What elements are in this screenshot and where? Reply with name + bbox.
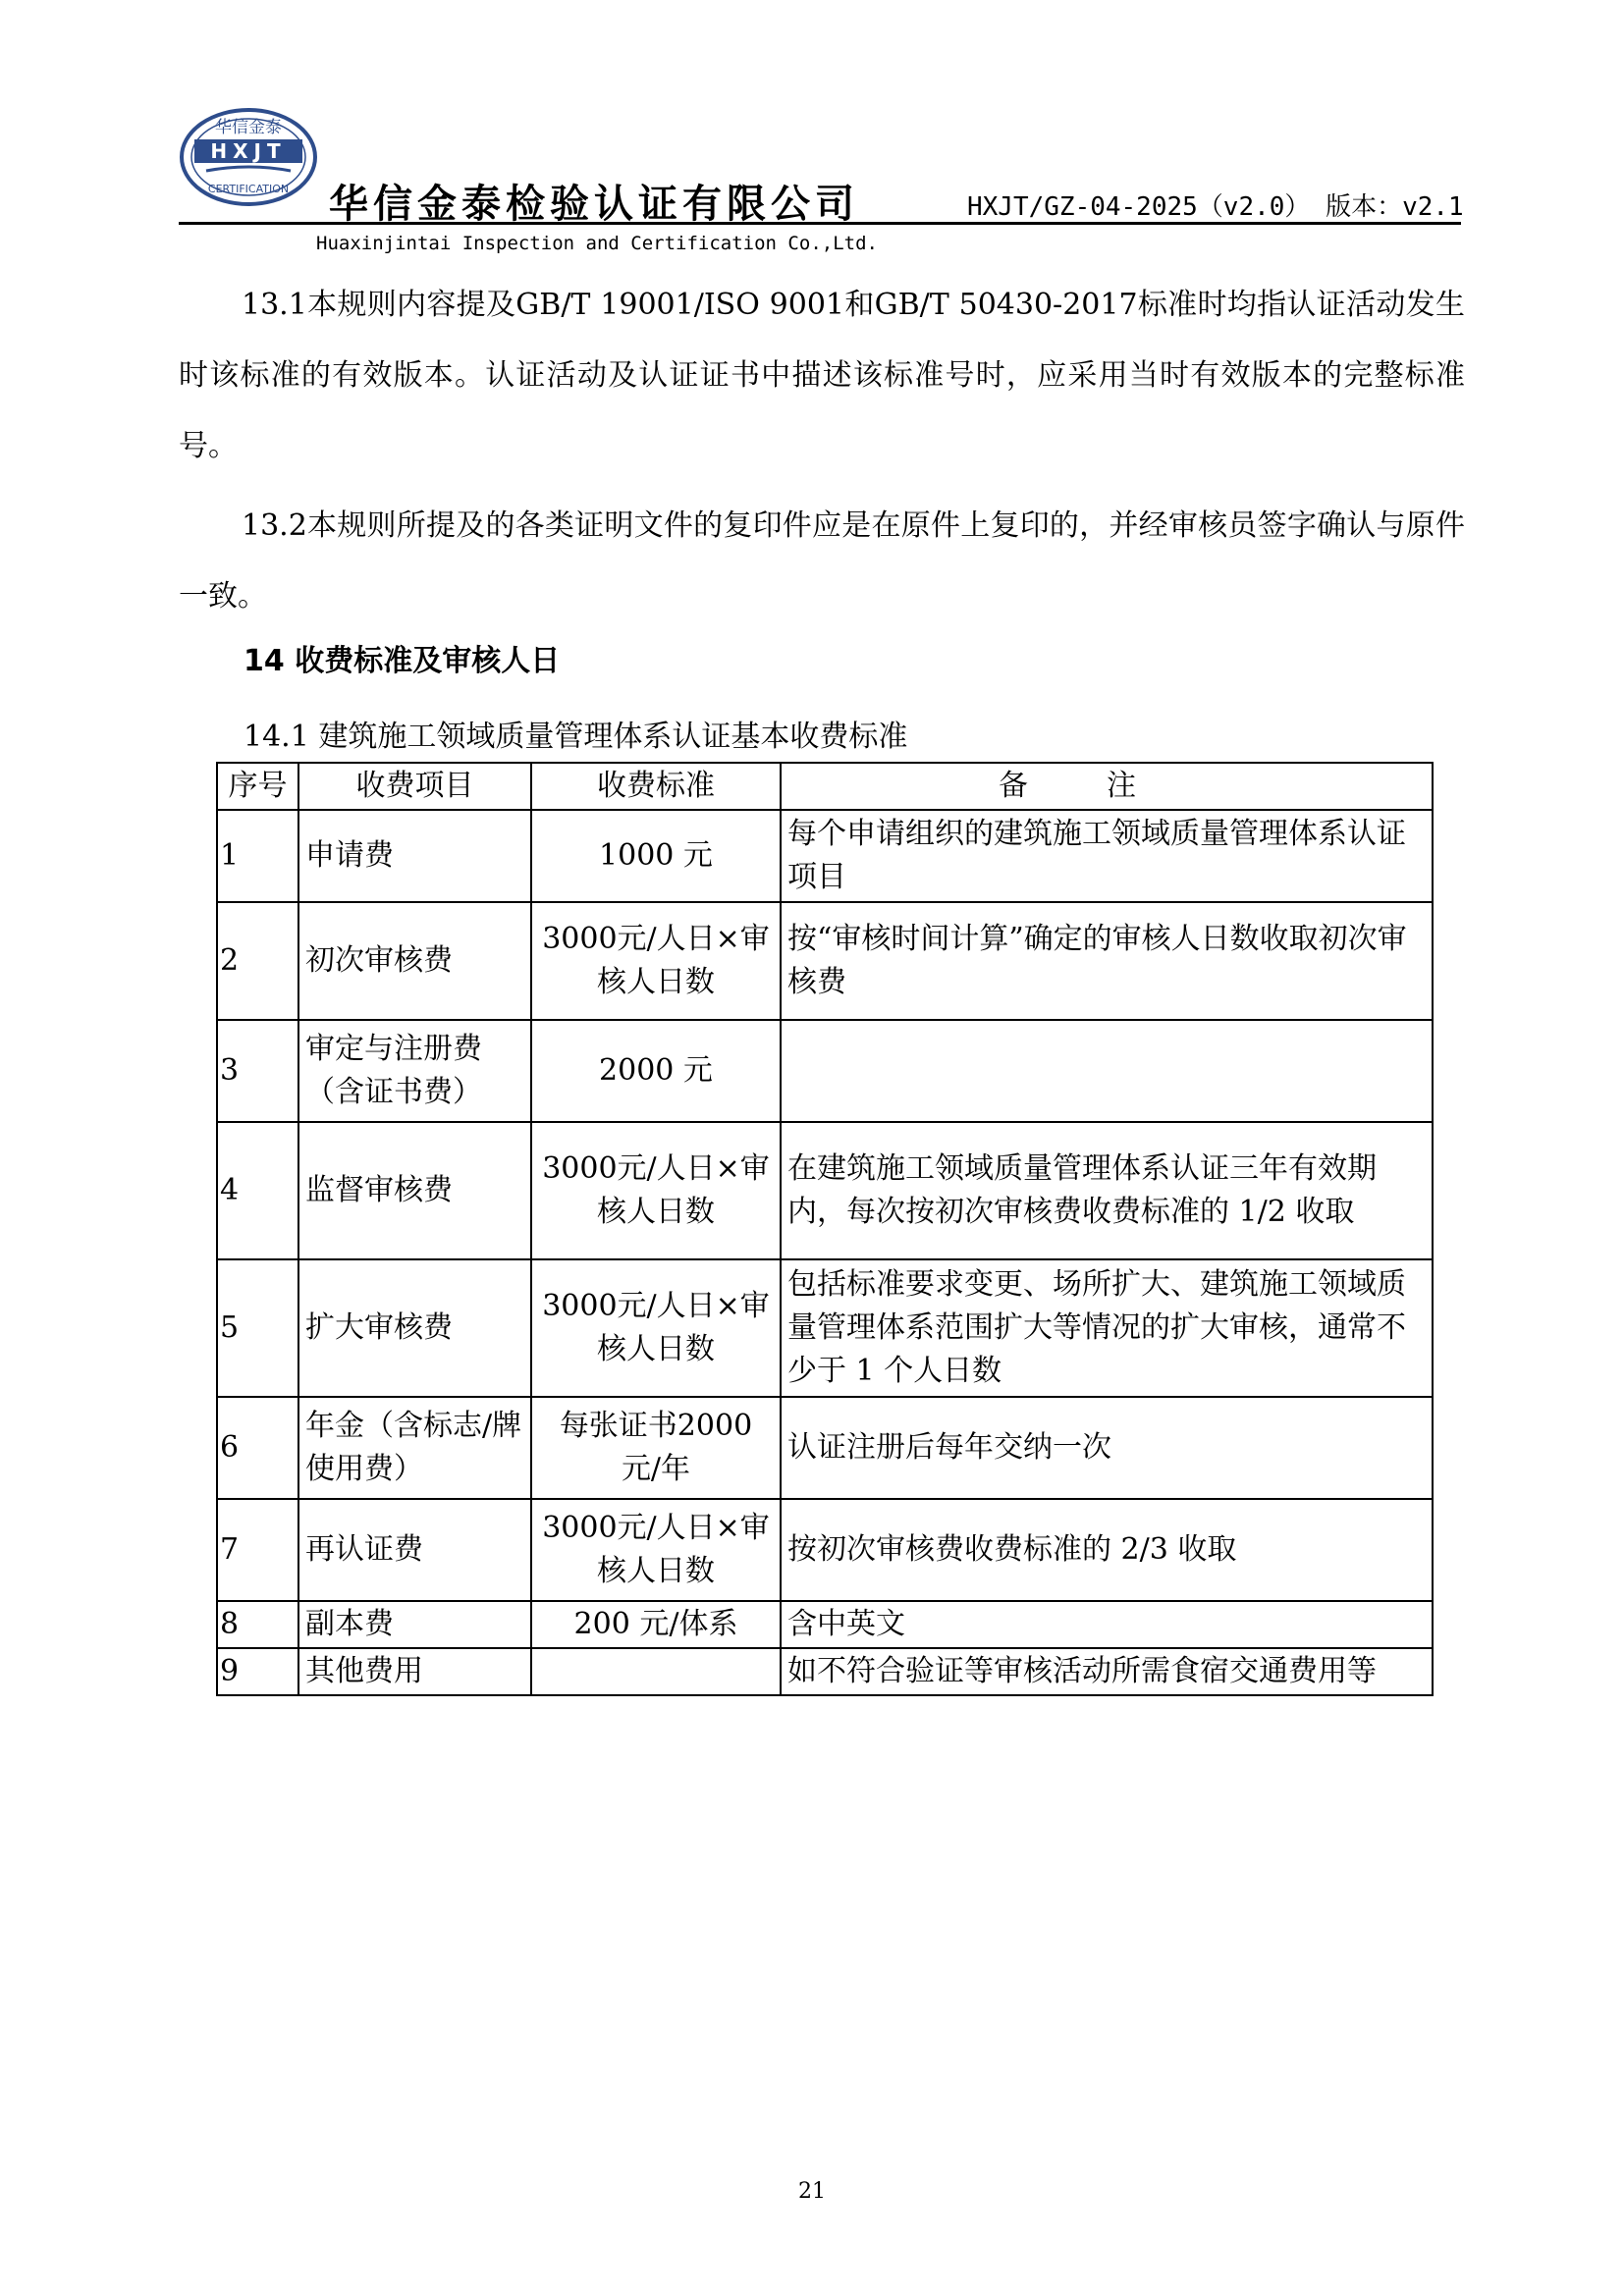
document-code: HXJT/GZ-04-2025（v2.0） 版本：v2.1 — [967, 192, 1464, 222]
row-remark: 如不符合验证等审核活动所需食宿交通费用等 — [781, 1648, 1433, 1695]
table-header-row — [217, 763, 1433, 810]
row-remark: 在建筑施工领域质量管理体系认证三年有效期内，每次按初次审核费收费标准的 1/2 收取 — [781, 1122, 1433, 1259]
header-cell-item: 收费项目 — [298, 763, 531, 810]
row-item: 申请费 — [298, 810, 531, 902]
company-name-en: Huaxinjintai Inspection and Certification Co.,Ltd. — [316, 233, 878, 254]
table-row — [217, 1397, 1433, 1499]
logo-text-top: 华信金泰 — [215, 118, 282, 137]
table-row — [217, 1122, 1433, 1259]
paragraph-13-2: 13.2本规则所提及的各类证明文件的复印件应是在原件上复印的，并经审核员签字确认与原件一致。 — [179, 508, 1465, 614]
row-item: 监督审核费 — [298, 1122, 531, 1259]
row-item: 审定与注册费（含证书费） — [298, 1020, 531, 1122]
row-no: 8 — [217, 1601, 298, 1648]
row-remark: 每个申请组织的建筑施工领域质量管理体系认证项目 — [781, 810, 1433, 902]
row-remark: 按初次审核费收费标准的 2/3 收取 — [781, 1499, 1433, 1601]
row-item: 其他费用 — [298, 1648, 531, 1695]
row-standard: 3000元/人日×审核人日数 — [531, 1499, 781, 1601]
row-standard: 200 元/体系 — [531, 1601, 781, 1648]
row-no: 9 — [217, 1648, 298, 1695]
row-item: 副本费 — [298, 1601, 531, 1648]
table-row — [217, 810, 1433, 902]
row-remark: 含中英文 — [781, 1601, 1433, 1648]
logo-text-bottom: CERTIFICATION — [207, 183, 290, 195]
table-row — [217, 1601, 1433, 1648]
row-no: 7 — [217, 1499, 298, 1601]
table-row — [217, 1259, 1433, 1397]
row-remark: 按“审核时间计算”确定的审核人日数收取初次审核费 — [781, 902, 1433, 1020]
fee-table — [216, 762, 1434, 1696]
header-divider — [179, 222, 1461, 225]
row-no: 1 — [217, 810, 298, 902]
row-item: 扩大审核费 — [298, 1259, 531, 1397]
table-row — [217, 1020, 1433, 1122]
table-row — [217, 902, 1433, 1020]
company-name-cn: 华信金泰检验认证有限公司 — [329, 182, 859, 227]
row-no: 6 — [217, 1397, 298, 1499]
table-row — [217, 1499, 1433, 1601]
row-item: 初次审核费 — [298, 902, 531, 1020]
row-remark: 包括标准要求变更、场所扩大、建筑施工领域质量管理体系范围扩大等情况的扩大审核，通常不少于 1 个人日数 — [781, 1259, 1433, 1397]
logo-text-main: HXJT — [210, 139, 287, 163]
table-caption: 14.1 建筑施工领域质量管理体系认证基本收费标准 — [244, 720, 908, 754]
row-remark — [781, 1020, 1433, 1122]
row-standard: 3000元/人日×审核人日数 — [531, 1122, 781, 1259]
section-heading-14: 14 收费标准及审核人日 — [244, 644, 561, 678]
table-row — [217, 1648, 1433, 1695]
row-standard: 3000元/人日×审核人日数 — [531, 1259, 781, 1397]
row-standard: 2000 元 — [531, 1020, 781, 1122]
header-cell-standard: 收费标准 — [531, 763, 781, 810]
row-no: 4 — [217, 1122, 298, 1259]
row-standard: 每张证书2000 元/年 — [531, 1397, 781, 1499]
row-item: 年金（含标志/牌使用费） — [298, 1397, 531, 1499]
header-cell-remark: 备注 — [781, 763, 1433, 810]
row-standard: 1000 元 — [531, 810, 781, 902]
row-remark: 认证注册后每年交纳一次 — [781, 1397, 1433, 1499]
paragraph-13-1: 13.1本规则内容提及GB/T 19001/ISO 9001和GB/T 50430-2017标准时均指认证活动发生时该标准的有效版本。认证活动及认证证书中描述该标准号时，应采用当时有效版本的完整标准号。 — [179, 288, 1465, 463]
row-no: 5 — [217, 1259, 298, 1397]
company-logo — [177, 106, 320, 208]
row-standard — [531, 1648, 781, 1695]
row-no: 3 — [217, 1020, 298, 1122]
header-cell-no: 序号 — [217, 763, 298, 810]
row-standard: 3000元/人日×审核人日数 — [531, 902, 781, 1020]
row-item: 再认证费 — [298, 1499, 531, 1601]
page-number: 21 — [798, 2179, 826, 2204]
row-no: 2 — [217, 902, 298, 1020]
